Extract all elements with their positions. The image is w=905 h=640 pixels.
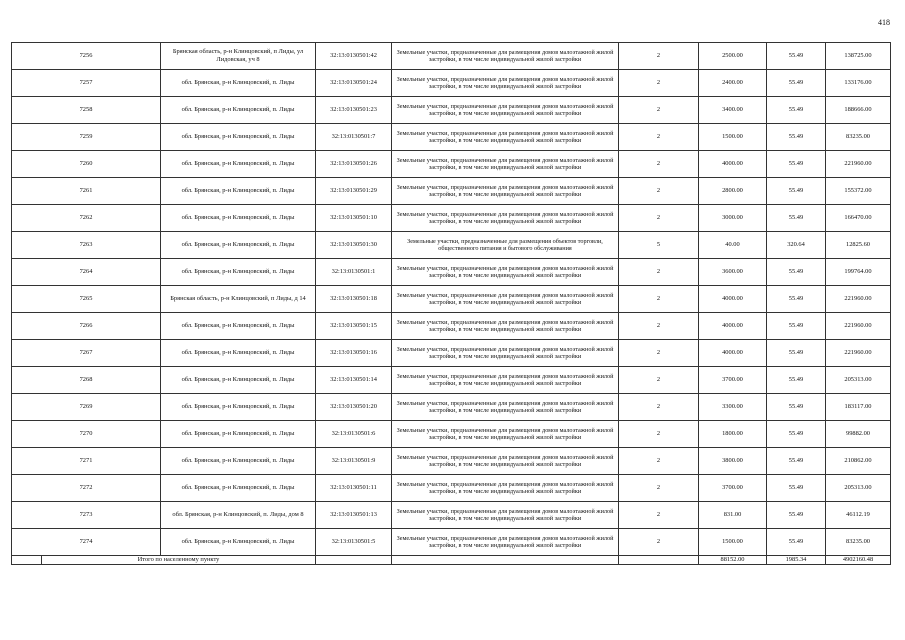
group-cell: 2 [619,124,699,151]
rate-cell: 55.49 [767,124,826,151]
cadastral-number-cell: 32:13:0130501:18 [316,286,392,313]
area-cell: 40.00 [699,232,767,259]
cadastral-value-cell: 83235.00 [826,124,891,151]
area-cell: 3400.00 [699,97,767,124]
rate-cell: 55.49 [767,205,826,232]
group-cell: 2 [619,340,699,367]
total-label: Итого по населенному пункту [42,556,316,565]
land-use-cell: Земельные участки, предназначенные для размещения домов малоэтажной жилой застройки, в том числе индивидуальной жилой застройки [392,394,619,421]
group-cell: 2 [619,178,699,205]
land-use-cell: Земельные участки, предназначенные для размещения домов малоэтажной жилой застройки, в том числе индивидуальной жилой застройки [392,340,619,367]
cadastral-number-cell: 32:13:0130501:1 [316,259,392,286]
rate-cell: 55.49 [767,70,826,97]
table-row [12,43,891,70]
area-cell: 1800.00 [699,421,767,448]
row-number: 7269 [12,394,161,421]
cadastral-number-cell: 32:13:0130501:23 [316,97,392,124]
address-cell: обл. Брянская, р-н Клинцовский, п. Лиды [161,259,316,286]
cadastral-value-cell: 221960.00 [826,313,891,340]
total-empty-cell [392,556,619,565]
rate-cell: 55.49 [767,178,826,205]
address-cell: обл. Брянская, р-н Клинцовский, п. Лиды [161,205,316,232]
group-cell: 2 [619,70,699,97]
area-cell: 1500.00 [699,124,767,151]
table-row [12,232,891,259]
address-cell: обл. Брянская, р-н Клинцовский, п. Лиды [161,448,316,475]
land-use-cell: Земельные участки, предназначенные для размещения домов малоэтажной жилой застройки, в том числе индивидуальной жилой застройки [392,475,619,502]
table-body [12,43,891,565]
address-cell: обл. Брянская, р-н Клинцовский, п. Лиды [161,178,316,205]
cadastral-number-cell: 32:13:0130501:26 [316,151,392,178]
cadastral-value-cell: 166470.00 [826,205,891,232]
cadastral-number-cell: 32:13:0130501:15 [316,313,392,340]
area-cell: 3800.00 [699,448,767,475]
group-cell: 2 [619,529,699,556]
rate-cell: 55.49 [767,313,826,340]
cadastral-number-cell: 32:13:0130501:29 [316,178,392,205]
land-use-cell: Земельные участки, предназначенные для размещения объектов торговли, общественного питания и бытового обслуживания [392,232,619,259]
group-cell: 2 [619,448,699,475]
row-number: 7256 [12,43,161,70]
area-cell: 3300.00 [699,394,767,421]
table-row [12,151,891,178]
total-empty-cell [316,556,392,565]
row-number: 7259 [12,124,161,151]
group-cell: 2 [619,502,699,529]
land-use-cell: Земельные участки, предназначенные для размещения домов малоэтажной жилой застройки, в том числе индивидуальной жилой застройки [392,205,619,232]
cadastral-number-cell: 32:13:0130501:5 [316,529,392,556]
area-cell: 4000.00 [699,313,767,340]
address-cell: обл. Брянская, р-н Клинцовский, п. Лиды [161,232,316,259]
rate-cell: 55.49 [767,151,826,178]
cadastral-value-cell: 210862.00 [826,448,891,475]
rate-cell: 55.49 [767,259,826,286]
address-cell: обл. Брянская, р-н Клинцовский, п. Лиды [161,70,316,97]
table-row [12,367,891,394]
cadastral-number-cell: 32:13:0130501:30 [316,232,392,259]
rate-cell: 55.49 [767,340,826,367]
area-cell: 3000.00 [699,205,767,232]
area-cell: 2400.00 [699,70,767,97]
row-number: 7265 [12,286,161,313]
area-cell: 3600.00 [699,259,767,286]
rate-cell: 55.49 [767,421,826,448]
address-cell: обл. Брянская, р-н Клинцовский, п. Лиды [161,151,316,178]
table-row [12,421,891,448]
cadastral-value-cell: 138725.00 [826,43,891,70]
address-cell: обл. Брянская, р-н Клинцовский, п. Лиды [161,475,316,502]
cadastral-value-cell: 155372.00 [826,178,891,205]
row-number: 7261 [12,178,161,205]
total-area: 88152.00 [699,556,767,565]
group-cell: 5 [619,232,699,259]
cadastral-number-cell: 32:13:0130501:11 [316,475,392,502]
table-row [12,340,891,367]
group-cell: 2 [619,97,699,124]
total-empty-cell [12,556,42,565]
table-row [12,502,891,529]
cadastral-value-cell: 221960.00 [826,286,891,313]
land-use-cell: Земельные участки, предназначенные для размещения домов малоэтажной жилой застройки, в том числе индивидуальной жилой застройки [392,286,619,313]
rate-cell: 55.49 [767,367,826,394]
area-cell: 3700.00 [699,475,767,502]
total-rate: 1985.34 [767,556,826,565]
cadastral-value-cell: 133176.00 [826,70,891,97]
land-use-cell: Земельные участки, предназначенные для размещения домов малоэтажной жилой застройки, в том числе индивидуальной жилой застройки [392,70,619,97]
area-cell: 1500.00 [699,529,767,556]
row-number: 7270 [12,421,161,448]
row-number: 7274 [12,529,161,556]
table-row [12,529,891,556]
area-cell: 4000.00 [699,286,767,313]
row-number: 7263 [12,232,161,259]
rate-cell: 55.49 [767,502,826,529]
cadastral-number-cell: 32:13:0130501:13 [316,502,392,529]
address-cell: обл. Брянская, р-н Клинцовский, п. Лиды [161,421,316,448]
table-row [12,259,891,286]
land-use-cell: Земельные участки, предназначенные для размещения домов малоэтажной жилой застройки, в том числе индивидуальной жилой застройки [392,151,619,178]
cadastral-value-cell: 99882.00 [826,421,891,448]
land-use-cell: Земельные участки, предназначенные для размещения домов малоэтажной жилой застройки, в том числе индивидуальной жилой застройки [392,178,619,205]
cadastral-value-cell: 199764.00 [826,259,891,286]
group-cell: 2 [619,205,699,232]
row-number: 7266 [12,313,161,340]
group-cell: 2 [619,367,699,394]
table-row [12,70,891,97]
address-cell: Брянская область, р-н Клинцовский, п Лиды, ул Лидовская, уч 8 [161,43,316,70]
row-number: 7273 [12,502,161,529]
cadastral-number-cell: 32:13:0130501:20 [316,394,392,421]
cadastral-number-cell: 32:13:0130501:42 [316,43,392,70]
cadastral-value-cell: 183117.00 [826,394,891,421]
rate-cell: 55.49 [767,529,826,556]
table-row [12,124,891,151]
area-cell: 2800.00 [699,178,767,205]
land-use-cell: Земельные участки, предназначенные для размещения домов малоэтажной жилой застройки, в том числе индивидуальной жилой застройки [392,43,619,70]
address-cell: обл. Брянская, р-н Клинцовский, п. Лиды [161,97,316,124]
area-cell: 4000.00 [699,151,767,178]
page-number: 418 [878,18,890,27]
group-cell: 2 [619,259,699,286]
table-row [12,475,891,502]
cadastral-number-cell: 32:13:0130501:24 [316,70,392,97]
row-number: 7257 [12,70,161,97]
cadastral-number-cell: 32:13:0130501:9 [316,448,392,475]
address-cell: обл. Брянская, р-н Клинцовский, п. Лиды [161,529,316,556]
row-number: 7262 [12,205,161,232]
rate-cell: 55.49 [767,448,826,475]
cadastral-value-cell: 46112.19 [826,502,891,529]
land-use-cell: Земельные участки, предназначенные для размещения домов малоэтажной жилой застройки, в том числе индивидуальной жилой застройки [392,97,619,124]
cadastral-value-cell: 188666.00 [826,97,891,124]
group-cell: 2 [619,475,699,502]
rate-cell: 55.49 [767,475,826,502]
table-row [12,448,891,475]
total-empty-cell [619,556,699,565]
area-cell: 4000.00 [699,340,767,367]
rate-cell: 55.49 [767,286,826,313]
table-row [12,394,891,421]
rate-cell: 55.49 [767,43,826,70]
address-cell: обл. Брянская, р-н Клинцовский, п. Лиды [161,124,316,151]
address-cell: обл. Брянская, р-н Клинцовский, п. Лиды [161,313,316,340]
cadastral-value-cell: 221960.00 [826,151,891,178]
table-row [12,205,891,232]
land-use-cell: Земельные участки, предназначенные для размещения домов малоэтажной жилой застройки, в том числе индивидуальной жилой застройки [392,367,619,394]
rate-cell: 55.49 [767,97,826,124]
group-cell: 2 [619,151,699,178]
cadastral-value-cell: 12825.60 [826,232,891,259]
land-use-cell: Земельные участки, предназначенные для размещения домов малоэтажной жилой застройки, в том числе индивидуальной жилой застройки [392,448,619,475]
group-cell: 2 [619,286,699,313]
row-number: 7268 [12,367,161,394]
table-row [12,286,891,313]
total-value: 4902160.48 [826,556,891,565]
row-number: 7264 [12,259,161,286]
area-cell: 831.00 [699,502,767,529]
table-row [12,178,891,205]
rate-cell: 55.49 [767,394,826,421]
land-use-cell: Земельные участки, предназначенные для размещения домов малоэтажной жилой застройки, в том числе индивидуальной жилой застройки [392,259,619,286]
total-row [12,556,891,565]
row-number: 7272 [12,475,161,502]
address-cell: обл. Брянская, р-н Клинцовский, п. Лиды [161,340,316,367]
land-use-cell: Земельные участки, предназначенные для размещения домов малоэтажной жилой застройки, в том числе индивидуальной жилой застройки [392,421,619,448]
cadastral-number-cell: 32:13:0130501:16 [316,340,392,367]
row-number: 7258 [12,97,161,124]
address-cell: обл. Брянская, р-н Клинцовский, п. Лиды [161,394,316,421]
cadastral-value-cell: 205313.00 [826,475,891,502]
cadastral-value-table [11,42,891,565]
group-cell: 2 [619,313,699,340]
rate-cell: 320.64 [767,232,826,259]
table-row [12,97,891,124]
land-use-cell: Земельные участки, предназначенные для размещения домов малоэтажной жилой застройки, в том числе индивидуальной жилой застройки [392,124,619,151]
group-cell: 2 [619,421,699,448]
cadastral-value-cell: 83235.00 [826,529,891,556]
land-use-cell: Земельные участки, предназначенные для размещения домов малоэтажной жилой застройки, в том числе индивидуальной жилой застройки [392,502,619,529]
group-cell: 2 [619,43,699,70]
cadastral-number-cell: 32:13:0130501:14 [316,367,392,394]
address-cell: обл. Брянская, р-н Клинцовский, п. Лиды, дом 8 [161,502,316,529]
row-number: 7267 [12,340,161,367]
row-number: 7271 [12,448,161,475]
cadastral-value-cell: 221960.00 [826,340,891,367]
land-use-cell: Земельные участки, предназначенные для размещения домов малоэтажной жилой застройки, в том числе индивидуальной жилой застройки [392,313,619,340]
address-cell: Брянская область, р-н Клинцовский, п Лиды, д 14 [161,286,316,313]
cadastral-value-cell: 205313.00 [826,367,891,394]
area-cell: 2500.00 [699,43,767,70]
row-number: 7260 [12,151,161,178]
land-use-cell: Земельные участки, предназначенные для размещения домов малоэтажной жилой застройки, в том числе индивидуальной жилой застройки [392,529,619,556]
table-row [12,313,891,340]
area-cell: 3700.00 [699,367,767,394]
cadastral-number-cell: 32:13:0130501:10 [316,205,392,232]
group-cell: 2 [619,394,699,421]
address-cell: обл. Брянская, р-н Клинцовский, п. Лиды [161,367,316,394]
cadastral-number-cell: 32:13:0130501:6 [316,421,392,448]
cadastral-number-cell: 32:13:0130501:7 [316,124,392,151]
